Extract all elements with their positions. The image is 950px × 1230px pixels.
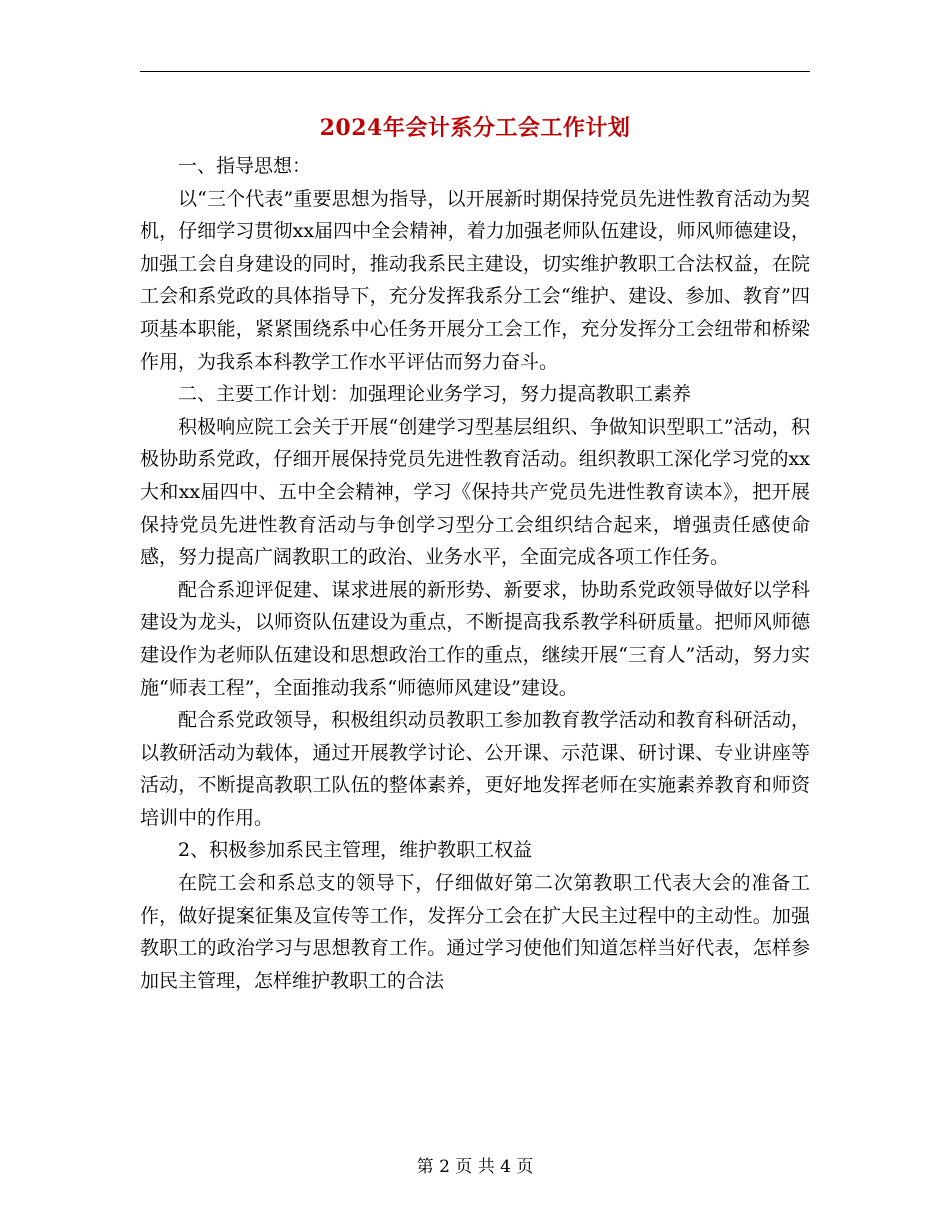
paragraph-guiding-ideology: 以“三个代表”重要思想为指导，以开展新时期保持党员先进性教育活动为契机，仔细学习贯彻xx届四中全会精神，着力加强老师队伍建设，师风师德建设，加强工会自身建设的同时，推动我系民主建设，切实维护教职工合法权益，在院工会和系党政的具体指导下，充分发挥我系分工会“维护、建设、参加、教育”四项基本职能，紧紧围绕系中心任务开展分工会工作，充分发挥分工会纽带和桥梁作用，为我系本科教学工作水平评估而努力奋斗。 xyxy=(140,187,810,373)
paragraph-teacher-ethics: 配合系迎评促建、谋求进展的新形势、新要求，协助系党政领导做好以学科建设为龙头，以师资队伍建设为重点，不断提高我系教学科研质量。把师风师德建设作为老师队伍建设和思想政治工作的重点，继续开展“三育人”活动，努力实施“师表工程”，全面推动我系“师德师风建设”建设。 xyxy=(140,578,810,699)
document-body xyxy=(140,150,810,997)
section-heading-guiding-ideology: 一、指导思想： xyxy=(178,155,312,177)
header-rule xyxy=(140,71,810,72)
section-heading-main-plan: 二、主要工作计划：加强理论业务学习，努力提高教职工素养 xyxy=(178,383,692,406)
paragraph-study-activity: 积极响应院工会关于开展“创建学习型基层组织、争做知识型职工”活动，积极协助系党政，仔细开展保持党员先进性教育活动。组织教职工深化学习党的xx大和xx届四中、五中全会精神，学习《保持共产党员先进性教育读本》，把开展保持党员先进性教育活动与争创学习型分工会组织结合起来，增强责任感使命感，努力提高广阔教职工的政治、业务水平，全面完成各项工作任务。 xyxy=(140,415,810,569)
paragraph-staff-congress: 在院工会和系总支的领导下，仔细做好第二次第教职工代表大会的准备工作，做好提案征集及宣传等工作，发挥分工会在扩大民主过程中的主动性。加强教职工的政治学习与思想教育工作。通过学习使他们知道怎样当好代表，怎样参加民主管理，怎样维护教职工的合法 xyxy=(140,872,810,992)
paragraph-teaching-research: 配合系党政领导，积极组织动员教职工参加教育教学活动和教育科研活动，以教研活动为载体，通过开展教学讨论、公开课、示范课、研讨课、专业讲座等活动，不断提高教职工队伍的整体素养，更好地发挥老师在实施素养教育和师资培训中的作用。 xyxy=(140,709,810,829)
document-title: 2024年会计系分工会工作计划 xyxy=(319,115,631,141)
section-heading-democratic-management: 2、积极参加系民主管理，维护教职工权益 xyxy=(178,839,533,862)
page-number-footer: 第 2 页 共 4 页 xyxy=(416,1157,534,1177)
